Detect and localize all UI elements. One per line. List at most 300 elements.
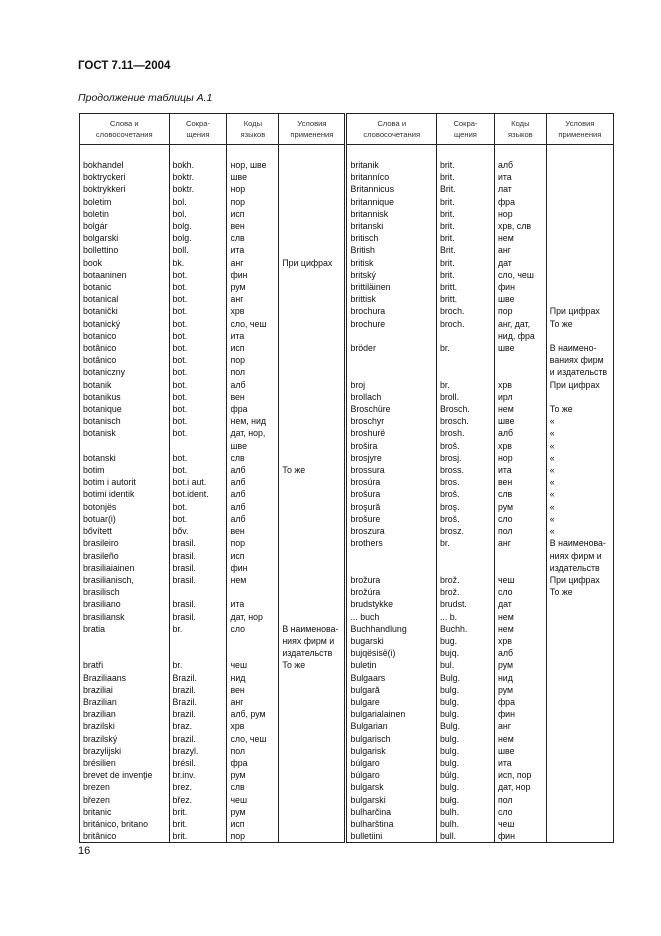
table-cell: brasilianisch, <box>80 574 170 586</box>
column-header: Сокра- щения <box>436 114 494 145</box>
table-cell: brosúra <box>346 476 437 488</box>
table-cell: brollach <box>346 391 437 403</box>
table-cell: пол <box>494 794 546 806</box>
table-cell <box>546 598 613 610</box>
table-cell <box>279 757 346 769</box>
table-cell <box>169 440 227 452</box>
table-cell: алб <box>227 513 279 525</box>
table-cell: brazilski <box>80 720 170 732</box>
table-row <box>80 220 614 232</box>
column-header: Слова и словосочетания <box>80 114 170 145</box>
table-cell: brasil. <box>169 562 227 574</box>
table-cell: broš. <box>436 440 494 452</box>
table-cell: botonjës <box>80 501 170 513</box>
table-cell: bulg. <box>436 757 494 769</box>
table-cell: шве <box>494 415 546 427</box>
table-cell: bröder <box>346 342 437 354</box>
table-cell <box>546 171 613 183</box>
table-cell: bułg. <box>436 794 494 806</box>
table-row <box>80 769 614 781</box>
table-cell <box>546 818 613 830</box>
table-cell: bot.i aut. <box>169 476 227 488</box>
table-row <box>80 330 614 342</box>
table-cell: нор <box>494 452 546 464</box>
table-cell: фин <box>227 269 279 281</box>
table-cell: brit. <box>436 269 494 281</box>
table-cell: brochure <box>346 318 437 330</box>
table-cell: шве <box>227 440 279 452</box>
table-cell <box>279 611 346 623</box>
table-row <box>80 379 614 391</box>
table-cell: brothers <box>346 537 437 549</box>
table-cell: brit. <box>169 818 227 830</box>
table-cell: То же <box>546 586 613 598</box>
table-cell <box>346 562 437 574</box>
table-cell: дат, нор <box>227 611 279 623</box>
table-row <box>80 635 614 647</box>
table-cell: brit. <box>436 220 494 232</box>
table-cell: brit. <box>436 208 494 220</box>
table-cell: bk. <box>169 257 227 269</box>
table-cell: сло, чеш <box>494 269 546 281</box>
table-cell <box>279 391 346 403</box>
table-cell <box>279 354 346 366</box>
column-header: Слова и словосочетания <box>346 114 437 145</box>
table-cell: brožura <box>346 574 437 586</box>
table-cell: bot. <box>169 415 227 427</box>
table-cell: bratia <box>80 623 170 635</box>
table-cell <box>546 696 613 708</box>
table-cell: brosh. <box>436 427 494 439</box>
table-cell: brésilien <box>80 757 170 769</box>
table-cell <box>279 305 346 317</box>
table-cell: broch. <box>436 305 494 317</box>
table-cell <box>546 330 613 342</box>
table-cell: buletin <box>346 659 437 671</box>
table-cell: British <box>346 244 437 256</box>
table-cell: bolgár <box>80 220 170 232</box>
table-row <box>80 232 614 244</box>
table-cell: нид <box>494 672 546 684</box>
table-cell <box>279 159 346 171</box>
table-cell: шве <box>494 293 546 305</box>
table-cell: bulg. <box>436 684 494 696</box>
table-cell: bot. <box>169 379 227 391</box>
table-cell <box>279 366 346 378</box>
table-row <box>80 196 614 208</box>
table-cell <box>546 293 613 305</box>
table-cell: brosjyre <box>346 452 437 464</box>
table-cell: brož. <box>436 574 494 586</box>
table-cell: алб, рум <box>227 708 279 720</box>
table-cell <box>279 720 346 732</box>
table-cell <box>546 269 613 281</box>
table-cell <box>279 488 346 500</box>
table-cell: Broschüre <box>346 403 437 415</box>
table-row <box>80 794 614 806</box>
column-header: Условия применения <box>279 114 346 145</box>
table-cell: слв <box>227 452 279 464</box>
table-cell: bulg. <box>436 781 494 793</box>
table-row <box>80 440 614 452</box>
table-cell: britanníco <box>346 171 437 183</box>
table-cell <box>436 354 494 366</box>
table-cell: botânico <box>80 354 170 366</box>
table-cell: britisk <box>346 257 437 269</box>
table-cell: bol. <box>169 196 227 208</box>
table-cell: « <box>546 464 613 476</box>
table-cell: brudstykke <box>346 598 437 610</box>
table-cell <box>279 586 346 598</box>
table-cell: анг <box>227 293 279 305</box>
table-cell: brezen <box>80 781 170 793</box>
table-cell: brožúra <box>346 586 437 598</box>
table-cell: дат, нор <box>494 781 546 793</box>
table-cell: broll. <box>436 391 494 403</box>
table-cell <box>546 781 613 793</box>
table-cell: bot. <box>169 269 227 281</box>
table-cell: издательств <box>546 562 613 574</box>
table-cell <box>279 476 346 488</box>
table-cell: broshurë <box>346 427 437 439</box>
table-cell: пор <box>227 537 279 549</box>
table-cell <box>279 244 346 256</box>
table-cell: br. <box>169 659 227 671</box>
table-cell: boktryckeri <box>80 171 170 183</box>
table-cell: bokh. <box>169 159 227 171</box>
table-cell <box>546 623 613 635</box>
table-cell: bokhandel <box>80 159 170 171</box>
table-cell <box>346 330 437 342</box>
table-cell <box>346 550 437 562</box>
table-cell: шве <box>227 171 279 183</box>
table-cell: bulharština <box>346 818 437 830</box>
table-cell: bulgarialainen <box>346 708 437 720</box>
table-cell <box>494 562 546 574</box>
table-cell: boktr. <box>169 183 227 195</box>
table-cell: brit. <box>436 159 494 171</box>
table-cell: ... buch <box>346 611 437 623</box>
table-cell <box>279 403 346 415</box>
table-cell: book <box>80 257 170 269</box>
table-row <box>80 513 614 525</box>
table-cell <box>169 647 227 659</box>
table-cell: boletin <box>80 208 170 220</box>
table-cell: bot. <box>169 427 227 439</box>
table-row <box>80 818 614 830</box>
table-cell: вен <box>494 476 546 488</box>
table-cell: рум <box>494 659 546 671</box>
table-cell <box>279 440 346 452</box>
table-cell <box>279 806 346 818</box>
table-cell <box>546 244 613 256</box>
table-cell: лат <box>494 183 546 195</box>
table-cell: анг <box>494 537 546 549</box>
table-cell: brazilian <box>80 708 170 720</box>
table-cell <box>546 281 613 293</box>
table-cell <box>279 830 346 843</box>
table-cell: brasiliano <box>80 598 170 610</box>
table-cell: bulg. <box>436 745 494 757</box>
table-cell: bug. <box>436 635 494 647</box>
table-cell: brosz. <box>436 525 494 537</box>
table-cell: bővített <box>80 525 170 537</box>
table-row <box>80 354 614 366</box>
table-cell: broch. <box>436 318 494 330</box>
table-cell: bot. <box>169 318 227 330</box>
table-row <box>80 183 614 195</box>
table-cell: brasileño <box>80 550 170 562</box>
table-cell: хрв <box>227 720 279 732</box>
table-cell: дат, нор, <box>227 427 279 439</box>
table-cell: алб <box>227 464 279 476</box>
table-cell: broschyr <box>346 415 437 427</box>
table-row <box>80 647 614 659</box>
table-cell: bolg. <box>169 232 227 244</box>
table-row <box>80 525 614 537</box>
table-cell: brossura <box>346 464 437 476</box>
table-cell: Bulgaars <box>346 672 437 684</box>
table-cell: « <box>546 415 613 427</box>
table-cell: исп <box>227 208 279 220</box>
table-cell <box>279 733 346 745</box>
table-cell: сло, чеш <box>227 318 279 330</box>
table-cell: bot. <box>169 513 227 525</box>
table-cell: алб <box>227 476 279 488</box>
table-cell <box>279 171 346 183</box>
table-row <box>80 488 614 500</box>
table-cell: brit. <box>436 171 494 183</box>
table-cell <box>546 769 613 781</box>
table-cell <box>279 232 346 244</box>
table-cell: bot. <box>169 354 227 366</box>
table-cell <box>494 354 546 366</box>
table-spacer-row <box>80 145 614 160</box>
table-cell: brošira <box>346 440 437 452</box>
table-cell: britanik <box>346 159 437 171</box>
table-cell: Brazil. <box>169 696 227 708</box>
table-row <box>80 672 614 684</box>
table-cell: фра <box>494 196 546 208</box>
table-cell: В наимено- <box>546 342 613 354</box>
table-cell <box>80 635 170 647</box>
table-cell: búlg. <box>436 769 494 781</box>
table-cell: Braziliaans <box>80 672 170 684</box>
table-cell: broj <box>346 379 437 391</box>
table-cell: рум <box>494 501 546 513</box>
table-cell: břez. <box>169 794 227 806</box>
table-cell <box>494 366 546 378</box>
table-cell: При цифрах <box>546 305 613 317</box>
table-cell: brasil. <box>169 598 227 610</box>
table-cell: фин <box>227 562 279 574</box>
table-cell: brittisk <box>346 293 437 305</box>
table-cell: исп, пор <box>494 769 546 781</box>
table-cell <box>169 635 227 647</box>
table-cell: « <box>546 440 613 452</box>
table-cell <box>279 525 346 537</box>
table-cell: анг <box>227 696 279 708</box>
table-cell: рум <box>227 806 279 818</box>
table-cell <box>546 659 613 671</box>
table-header-row <box>80 114 614 145</box>
table-cell: brasil. <box>169 550 227 562</box>
table-cell: чеш <box>227 659 279 671</box>
table-cell: boktr. <box>169 171 227 183</box>
table-cell: bot. <box>169 305 227 317</box>
table-row <box>80 159 614 171</box>
table-cell <box>279 684 346 696</box>
table-cell: bot. <box>169 501 227 513</box>
table-cell: « <box>546 501 613 513</box>
table-cell: brudst. <box>436 598 494 610</box>
table-cell: broš. <box>436 488 494 500</box>
table-row <box>80 550 614 562</box>
table-cell: britt. <box>436 281 494 293</box>
table-cell: ирл <box>494 391 546 403</box>
table-row <box>80 171 614 183</box>
table-cell: пол <box>227 366 279 378</box>
table-cell <box>279 452 346 464</box>
table-cell <box>546 183 613 195</box>
table-cell: britanski <box>346 220 437 232</box>
table-cell <box>279 769 346 781</box>
table-cell: В наименова- <box>546 537 613 549</box>
table-cell: алб <box>494 159 546 171</box>
table-cell: bross. <box>436 464 494 476</box>
table-cell: нид, фра <box>494 330 546 342</box>
table-cell: británico, britano <box>80 818 170 830</box>
table-cell: bul. <box>436 659 494 671</box>
table-cell: нем <box>494 611 546 623</box>
table-cell: boll. <box>169 244 227 256</box>
table-cell: britisch <box>346 232 437 244</box>
table-cell: рум <box>494 684 546 696</box>
table-cell: нем <box>494 403 546 415</box>
table-cell: ... b. <box>436 611 494 623</box>
table-cell <box>279 501 346 513</box>
table-cell <box>279 183 346 195</box>
table-cell: botanski <box>80 452 170 464</box>
table-row <box>80 708 614 720</box>
column-header: Сокра- щения <box>169 114 227 145</box>
table-cell: bolgarski <box>80 232 170 244</box>
table-cell: bol. <box>169 208 227 220</box>
table-cell: bollettino <box>80 244 170 256</box>
table-cell: анг <box>494 244 546 256</box>
table-cell <box>279 269 346 281</box>
table-cell: bulletiini <box>346 830 437 843</box>
table-cell: рум <box>227 281 279 293</box>
table-cell: издательств <box>279 647 346 659</box>
table-cell: вен <box>227 220 279 232</box>
table-cell <box>279 745 346 757</box>
table-row <box>80 281 614 293</box>
table-cell: шве <box>494 745 546 757</box>
table-row <box>80 745 614 757</box>
table-cell: хрв <box>494 379 546 391</box>
table-cell: Brit. <box>436 244 494 256</box>
table-cell: исп <box>227 342 279 354</box>
table-cell: Bulgarian <box>346 720 437 732</box>
table-cell: broš. <box>436 513 494 525</box>
table-cell: Brazilian <box>80 696 170 708</box>
table-row <box>80 659 614 671</box>
table-cell: ита <box>494 171 546 183</box>
table-cell: хрв <box>494 440 546 452</box>
table-cell: brosj. <box>436 452 494 464</box>
table-cell: чеш <box>227 794 279 806</box>
table-cell: нор <box>227 183 279 195</box>
table-cell: búlgaro <box>346 769 437 781</box>
table-cell: brasileiro <box>80 537 170 549</box>
table-cell: brasil. <box>169 611 227 623</box>
table-cell: пор <box>494 305 546 317</box>
table-cell: bőv. <box>169 525 227 537</box>
table-cell: « <box>546 513 613 525</box>
table-cell <box>279 537 346 549</box>
table-cell: brittiläinen <box>346 281 437 293</box>
table-cell: слв <box>227 232 279 244</box>
table-cell <box>436 562 494 574</box>
table-cell <box>546 720 613 732</box>
table-cell: анг, дат, <box>494 318 546 330</box>
table-cell: bot. <box>169 330 227 342</box>
table-cell: анг <box>494 720 546 732</box>
table-cell: bot. <box>169 403 227 415</box>
table-cell: bot. <box>169 452 227 464</box>
table-cell <box>80 647 170 659</box>
table-cell: botanički <box>80 305 170 317</box>
table-cell: То же <box>279 659 346 671</box>
table-cell: Britannicus <box>346 183 437 195</box>
table-cell <box>279 574 346 586</box>
table-cell <box>546 232 613 244</box>
table-row <box>80 244 614 256</box>
table-cell: Brit. <box>436 183 494 195</box>
table-cell <box>546 830 613 843</box>
table-cell: bot.ident. <box>169 488 227 500</box>
table-cell <box>279 379 346 391</box>
column-header: Коды языков <box>227 114 279 145</box>
table-cell: búlgaro <box>346 757 437 769</box>
table-cell <box>279 781 346 793</box>
table-cell: алб <box>227 488 279 500</box>
table-cell: bot. <box>169 342 227 354</box>
table-row <box>80 733 614 745</box>
table-cell: brasil. <box>169 574 227 586</box>
table-cell: botanisk <box>80 427 170 439</box>
table-row <box>80 342 614 354</box>
table-caption: Продолжение таблицы А.1 <box>78 92 213 104</box>
table-cell: brasiliansk <box>80 611 170 623</box>
table-cell <box>546 733 613 745</box>
table-row <box>80 562 614 574</box>
table-cell: bulgarisk <box>346 745 437 757</box>
table-cell <box>279 513 346 525</box>
table-cell: botânico <box>80 342 170 354</box>
column-header: Условия применения <box>546 114 613 145</box>
table-cell: В наименова- <box>279 623 346 635</box>
table-cell: шве <box>494 342 546 354</box>
table-cell: « <box>546 427 613 439</box>
table-cell: фра <box>494 696 546 708</box>
table-cell <box>546 257 613 269</box>
table-cell: brasilisch <box>80 586 170 598</box>
table-cell: bulgarski <box>346 794 437 806</box>
table-cell: То же <box>546 403 613 415</box>
table-cell <box>279 415 346 427</box>
